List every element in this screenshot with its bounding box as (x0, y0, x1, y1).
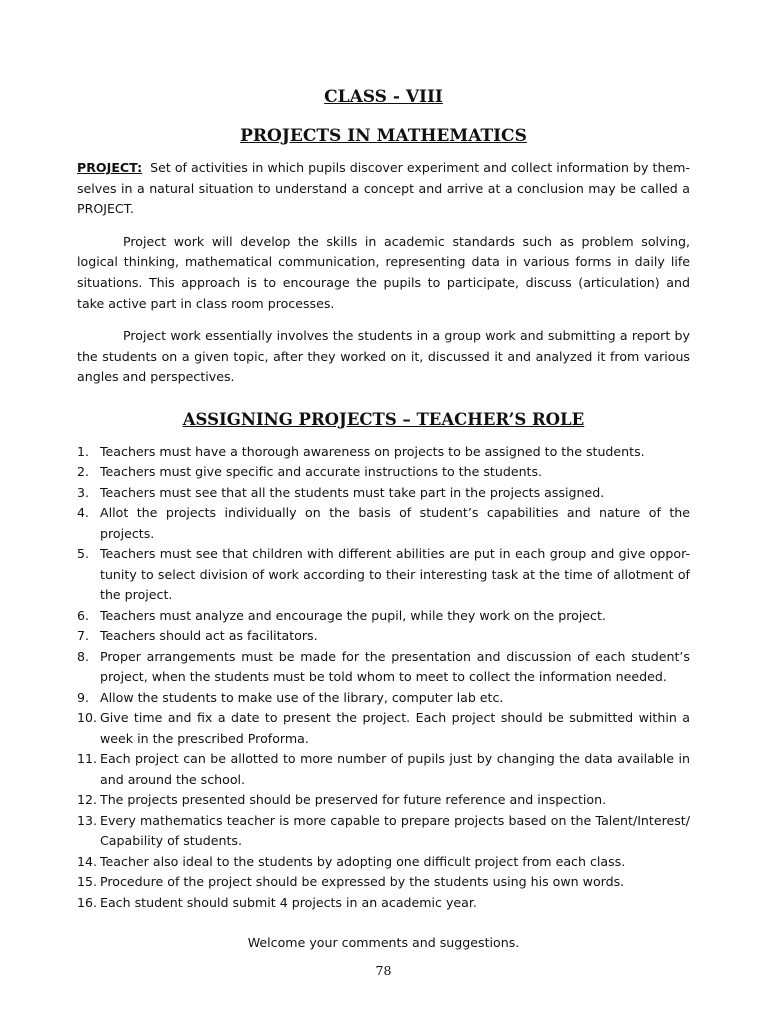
list-item (77, 442, 690, 463)
list-item-number: 12. (77, 792, 98, 808)
project-label: PROJECT: (77, 160, 143, 175)
list-item-number: 5. (77, 546, 90, 562)
list-item-number: 2. (77, 464, 90, 480)
list-item (77, 483, 690, 504)
list-item-text: Teachers should act as facilitators. (100, 628, 318, 644)
list-item (77, 708, 690, 749)
list-item-number: 4. (77, 505, 90, 521)
list-item-number: 8. (77, 648, 90, 664)
list-item-number: 7. (77, 628, 90, 644)
list-item-text: Teachers must have a thorough awareness on projects to be assigned to the students. (100, 443, 645, 459)
list-item-text: Give time and fix a date to present the project. Each project should be submitted within a week in the prescribed Proforma. (100, 710, 690, 746)
list-item-text: Teachers must see that children with different abilities are put in each group and give oppor-tunity to select division of work according to their interesting task at the time of allotment of the project. (100, 546, 690, 603)
list-item-text: Teachers must see that all the students must take part in the projects assigned. (100, 484, 605, 500)
list-item (77, 749, 690, 790)
teacher-role-list (77, 442, 690, 914)
section-title: ASSIGNING PROJECTS – TEACHER’S ROLE (182, 409, 585, 429)
list-item-text: Teachers must give specific and accurate instructions to the students. (100, 464, 543, 480)
list-item-text: Proper arrangements must be made for the presentation and discussion of each student’s project, when the students must be told whom to meet to collect the information needed. (100, 648, 690, 685)
group-work-paragraph: Project work essentially involves the students in a group work and submitting a report by the students on a given topic, after they worked on it, discussed it and analyzed it from various angles and perspectives. (77, 328, 690, 385)
list-item (77, 606, 690, 627)
main-title: PROJECTS IN MATHEMATICS (240, 126, 527, 146)
list-item-number: 1. (77, 443, 90, 459)
page-number: 78 (375, 963, 392, 979)
list-item-text: Each student should submit 4 projects in an academic year. (100, 894, 477, 910)
list-item-number: 16. (77, 894, 98, 910)
list-item-number: 9. (77, 689, 90, 705)
closing-note: Welcome your comments and suggestions. (247, 935, 520, 951)
list-item-text: Procedure of the project should be expressed by the students using his own words. (100, 874, 625, 890)
list-item (77, 544, 690, 606)
list-item (77, 893, 690, 914)
list-item (77, 626, 690, 647)
list-item (77, 688, 690, 709)
list-item-number: 3. (77, 484, 90, 500)
list-item-number: 6. (77, 607, 90, 623)
list-item-number: 11. (77, 751, 98, 767)
list-item (77, 852, 690, 873)
list-item-text: Allot the projects individually on the basis of student’s capabilities and nature of the projects. (100, 505, 690, 541)
skills-paragraph: Project work will develop the skills in academic standards such as problem solving, logical thinking, mathematical communication, representing data in various forms in daily life situations. This approach is to encourage the pupils to participate, discuss (articulation) and take active part in class room processes. (77, 233, 690, 311)
list-item (77, 503, 690, 544)
list-item-number: 15. (77, 874, 98, 890)
list-item (77, 790, 690, 811)
document-page (77, 84, 690, 980)
list-item-text: Each project can be allotted to more number of pupils just by changing the data available in and around the school. (100, 751, 690, 787)
list-item (77, 872, 690, 893)
list-item-number: 14. (77, 853, 98, 869)
list-item-number: 13. (77, 812, 98, 828)
list-item (77, 647, 690, 688)
project-definition-paragraph (77, 158, 690, 220)
list-item-text: Teachers must analyze and encourage the pupil, while they work on the project. (100, 607, 606, 623)
project-definition-text: Set of activities in which pupils discover experiment and collect information by them-selves in a natural situation to understand a concept and arrive at a conclusion may be called a PROJECT. (77, 160, 690, 217)
list-item (77, 462, 690, 483)
class-title: CLASS - VIII (324, 87, 443, 107)
list-item-number: 10. (77, 710, 98, 726)
list-item-text: Allow the students to make use of the library, computer lab etc. (100, 689, 504, 705)
list-item-text: Every mathematics teacher is more capable to prepare projects based on the Talent/Interest/ Capability of students. (100, 812, 690, 849)
list-item-text: The projects presented should be preserved for future reference and inspection. (100, 792, 607, 808)
list-item (77, 811, 690, 852)
list-item-text: Teacher also ideal to the students by adopting one difficult project from each class. (100, 853, 626, 869)
